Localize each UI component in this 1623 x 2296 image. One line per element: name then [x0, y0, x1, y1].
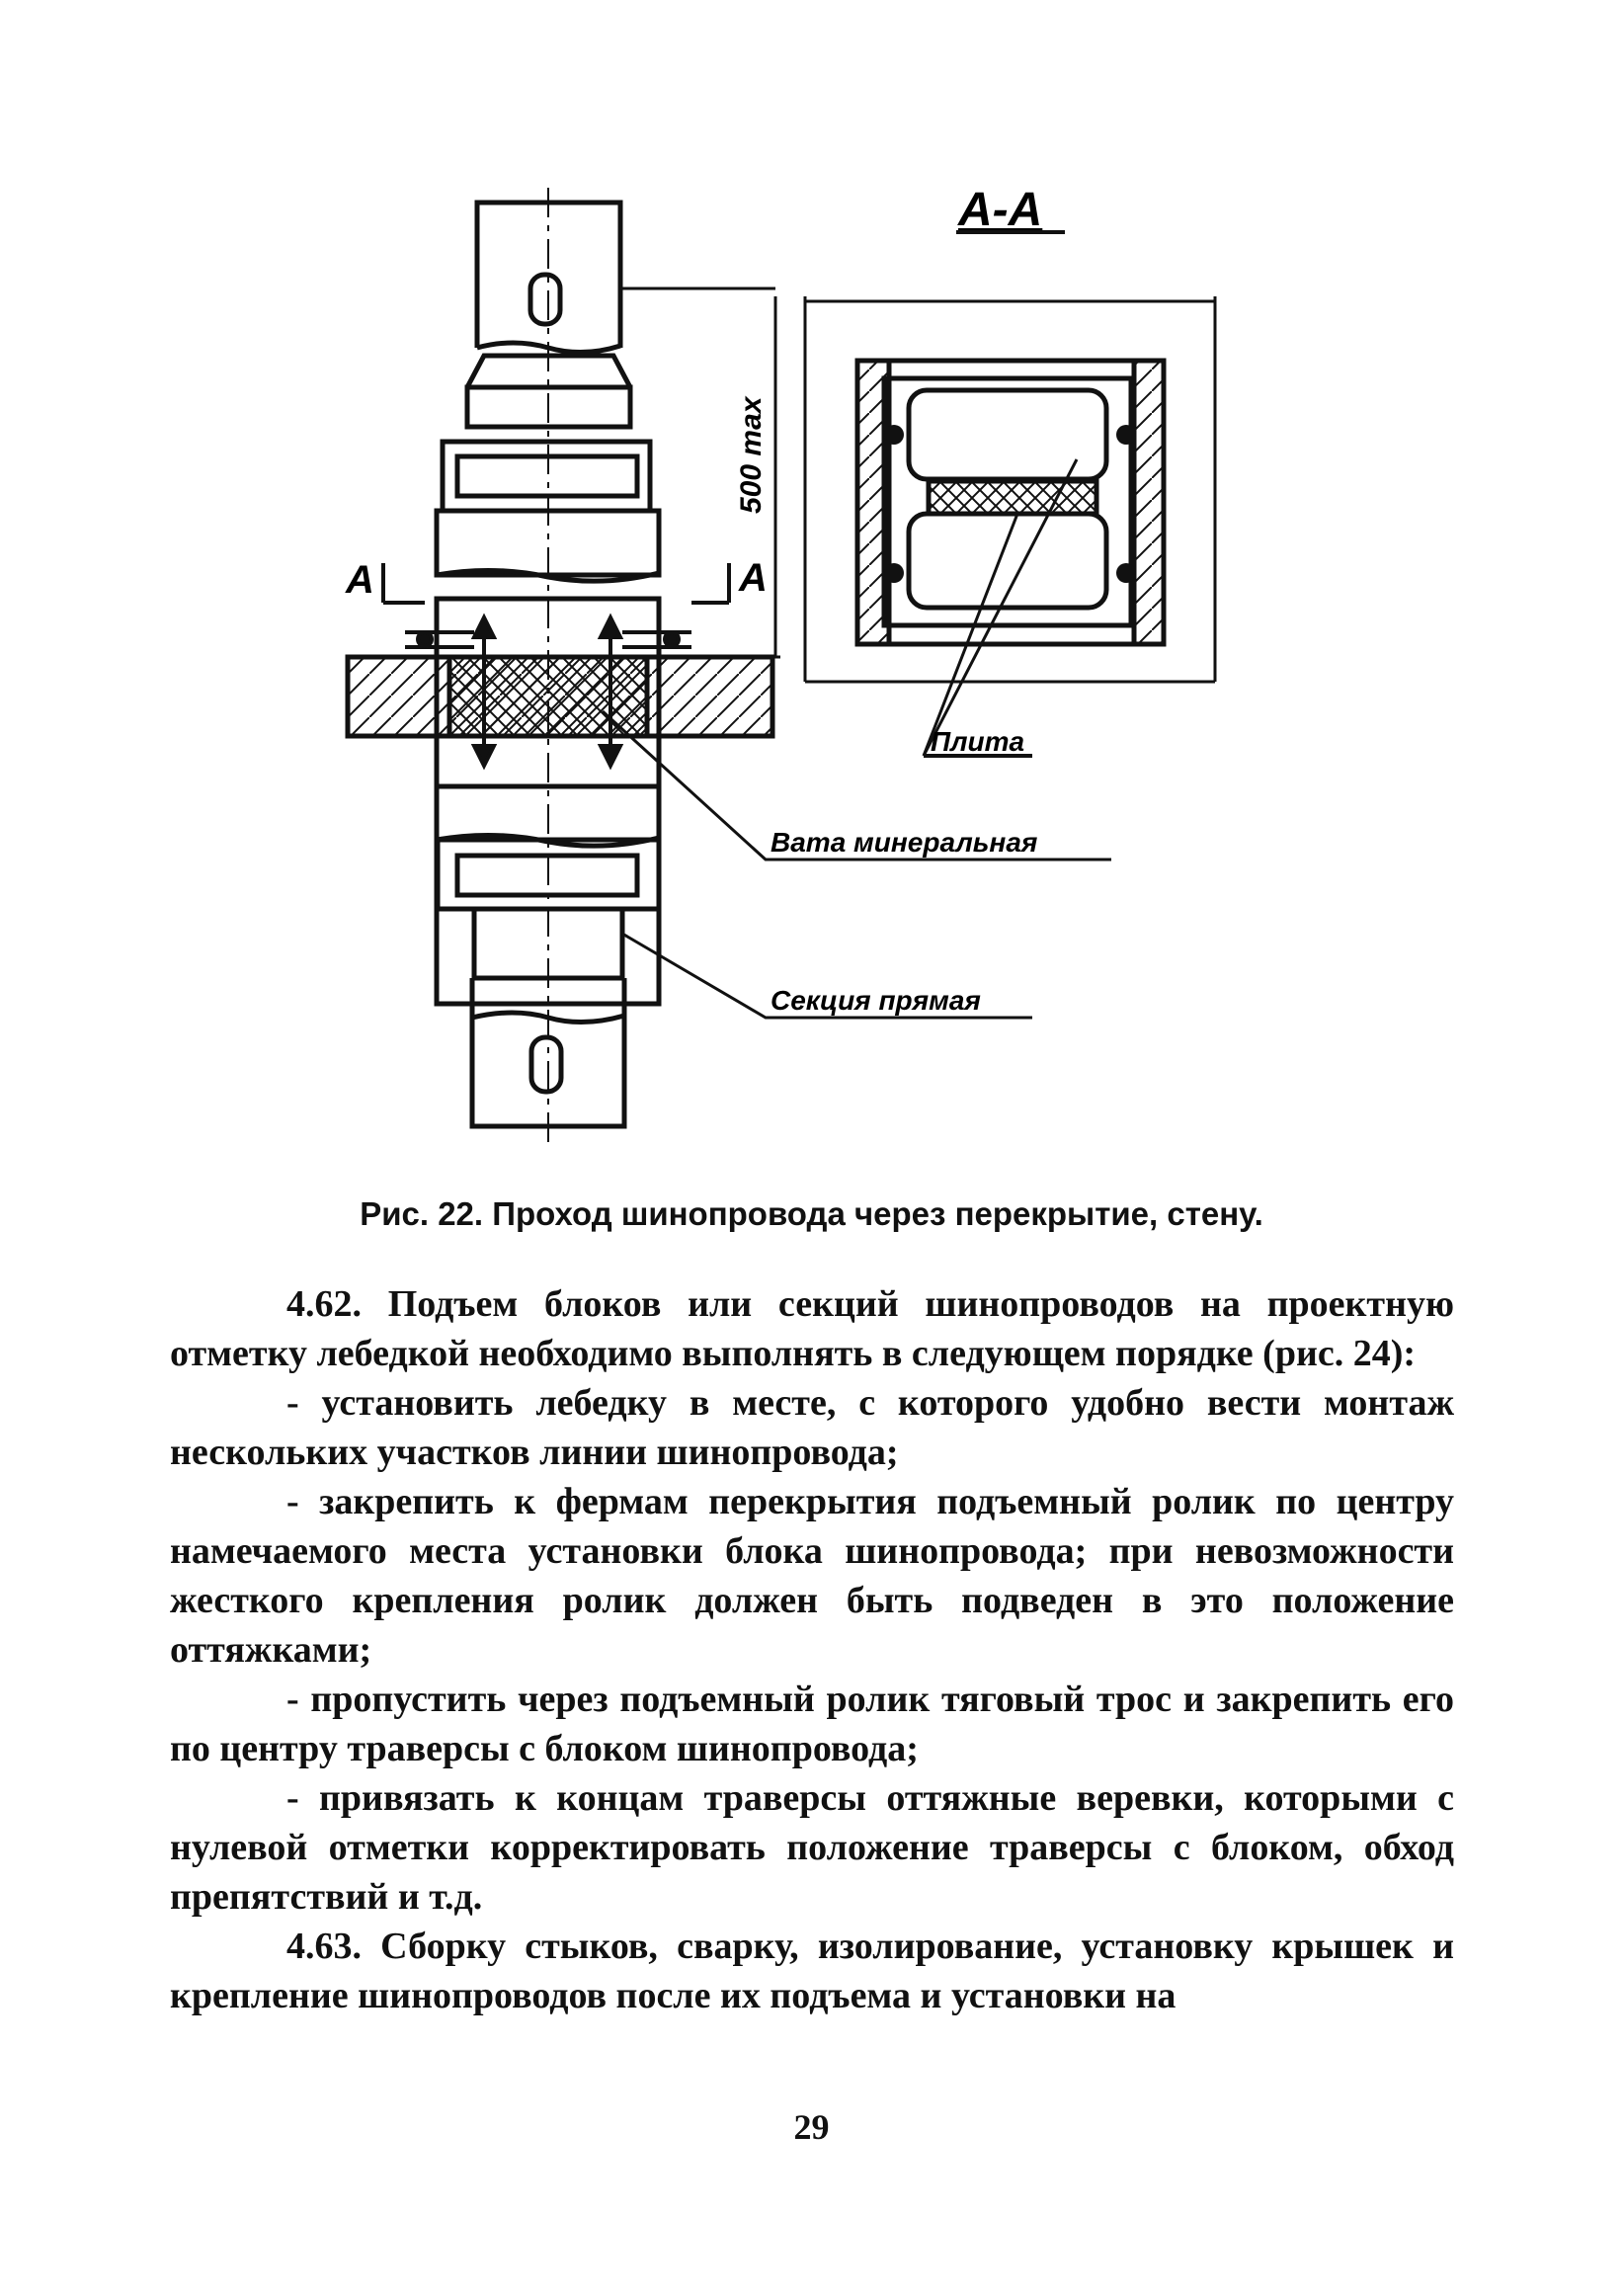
label-wool: Вата минеральная	[771, 827, 1038, 858]
label-section: Секция прямая	[771, 985, 981, 1016]
list-item: - закрепить к фермам перекрытия подъемный ролик по центру намечаемого места установки блока шинопровода; при невозможности жесткого крепления ролик должен быть подведен в это положение оттяжками;	[170, 1481, 1454, 1671]
list-item: - пропустить через подъемный ролик тяговый трос и закрепить его по центру траверсы с блоком шинопровода;	[170, 1679, 1454, 1769]
section-view	[805, 296, 1215, 756]
figure-caption: Рис. 22. Проход шинопровода через перекрытие, стену.	[360, 1195, 1263, 1232]
dimension-label: 500 max	[735, 396, 768, 514]
cut-mark-right: А	[739, 556, 768, 600]
page-number: 29	[793, 2107, 830, 2147]
cut-mark-left: А	[346, 558, 374, 602]
paragraph-4-63: 4.63. Сборку стыков, сварку, изолирование, установку крышек и крепление шинопроводов после их подъема и установки на	[170, 1926, 1454, 2016]
list-item: - установить лебедку в месте, с которого удобно вести монтаж нескольких участков линии шинопровода;	[170, 1382, 1454, 1473]
list-item: - привязать к концам траверсы оттяжные веревки, которыми с нулевой отметки корректировать положение траверсы с блоком, обход препятствий и т.д.	[170, 1777, 1454, 1918]
section-label: А-А	[958, 184, 1043, 236]
wall-slab	[348, 657, 772, 736]
body-text	[170, 1279, 1454, 2020]
leaders	[603, 711, 1111, 1018]
paragraph-4-62: 4.62. Подъем блоков или секций шинопроводов на проектную отметку лебедкой необходимо выполнять в следующем порядке (рис. 24):	[170, 1283, 1454, 1374]
label-plate: Плита	[931, 726, 1025, 757]
